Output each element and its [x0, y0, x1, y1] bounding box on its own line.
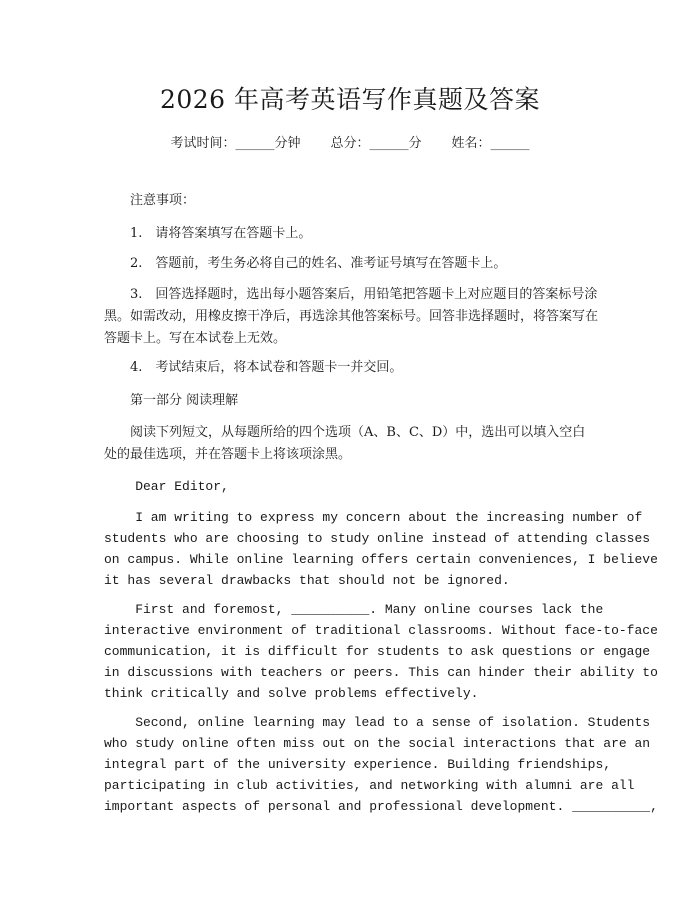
- notice-heading: 注意事项：: [130, 193, 196, 208]
- notice-item: 4. 考试结束后，将本试卷和答题卡一并交回。: [130, 360, 403, 375]
- name-field: 姓名：______: [451, 136, 530, 151]
- exam-time-field: 考试时间：______分钟: [170, 136, 301, 151]
- letter-paragraph: I am writing to express my concern about the increasing number of students who are choosing to study online instead of attending classes on campus. While online learning offers certain conveniences, I believe it has several drawbacks that should not be ignored.: [104, 510, 658, 588]
- notice-item: 3. 回答选择题时，选出每小题答案后，用铅笔把答题卡上对应题目的答案标号涂黑。如需改动，用橡皮擦干净后，再选涂其他答案标号。回答非选择题时，将答案写在答题卡上。写在本试卷上无效。: [104, 287, 599, 346]
- total-score-field: 总分：______分: [330, 136, 422, 151]
- page-title: 2026 年高考英语写作真题及答案: [159, 85, 541, 114]
- letter-salutation: Dear Editor,: [104, 479, 229, 494]
- notice-item: 1. 请将答案填写在答题卡上。: [130, 226, 312, 241]
- letter-paragraph: Second, online learning may lead to a sense of isolation. Students who study online often miss out on the social interactions that are an integral part of the university experience. Building friendships, participating in club activities, and networking with alumni are all important aspects of personal and professional development. __________,: [104, 715, 658, 814]
- notice-item: 2. 答题前，考生务必将自己的姓名、准考证号填写在答题卡上。: [130, 256, 507, 271]
- exam-meta: [0, 132, 700, 151]
- section-heading: 第一部分 阅读理解: [130, 393, 239, 408]
- letter-paragraph: First and foremost, __________. Many online courses lack the interactive environment of traditional classrooms. Without face-to-face communication, it is difficult for students to ask questions or engage in discussions with teachers or peers. This can hinder their ability to think critically and solve problems effectively.: [104, 602, 658, 701]
- section-instruction: 阅读下列短文，从每题所给的四个选项（A、B、C、D）中，选出可以填入空白处的最佳选项，并在答题卡上将该项涂黑。: [104, 425, 586, 462]
